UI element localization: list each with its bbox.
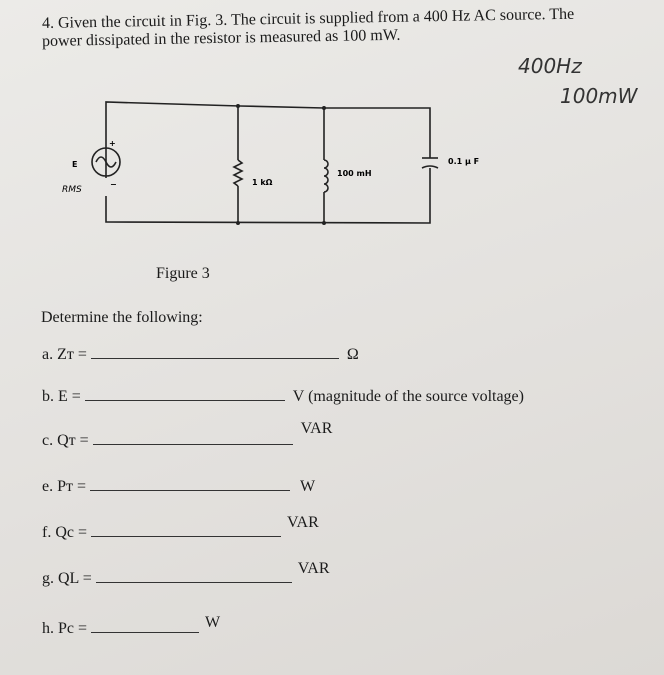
item-a	[42, 346, 359, 364]
answer-blank[interactable]	[90, 478, 290, 491]
item-label: e. Pт =	[42, 478, 87, 495]
item-e	[42, 478, 315, 496]
item-unit: W	[205, 614, 221, 631]
item-b	[42, 388, 524, 406]
answer-blank[interactable]	[93, 432, 293, 445]
item-unit: W	[300, 478, 316, 495]
item-unit: VAR	[300, 420, 333, 437]
handwritten-power: 100mW	[560, 84, 638, 108]
rms-label: RMS	[62, 185, 82, 195]
item-label: a. Zт =	[42, 346, 87, 363]
item-g	[42, 560, 330, 588]
item-label: b. E =	[42, 388, 81, 405]
source-label: E	[72, 160, 78, 169]
inductor-icon	[324, 160, 328, 192]
capacitor-label: 0.1 μ F	[448, 157, 480, 166]
top-wire	[106, 102, 430, 178]
answer-blank[interactable]	[96, 570, 292, 583]
item-unit: VAR	[287, 514, 319, 531]
resistor-label: 1 kΩ	[252, 178, 273, 187]
minus-sign: −	[110, 180, 117, 189]
item-label: f. Qc =	[42, 524, 88, 541]
question-line-2: power dissipated in the resistor is measured as 100 mW.	[41, 26, 401, 50]
answer-blank[interactable]	[91, 346, 339, 359]
bottom-wire	[106, 168, 430, 223]
inductor-label: 100 mH	[337, 169, 372, 178]
item-unit: VAR	[297, 560, 330, 577]
item-h	[42, 614, 221, 638]
answer-blank[interactable]	[91, 524, 281, 537]
question-line-1: 4. Given the circuit in Fig. 3. The circuit is supplied from a 400 Hz AC source. The	[41, 5, 575, 32]
answer-blank[interactable]	[85, 388, 285, 401]
instructions: Determine the following:	[41, 309, 203, 326]
handwritten-frequency: 400Hz	[518, 54, 582, 78]
figure-caption: Figure 3	[156, 265, 210, 282]
item-label: c. Qт =	[42, 432, 89, 449]
item-label: g. QL =	[42, 570, 92, 587]
resistor-icon	[234, 160, 242, 186]
plus-sign: +	[109, 139, 116, 148]
answer-blank[interactable]	[91, 620, 199, 633]
item-f	[42, 514, 319, 542]
item-label: h. Pc =	[42, 620, 88, 637]
item-c	[42, 420, 333, 450]
item-unit: Ω	[346, 346, 359, 363]
item-unit: V (magnitude of the source voltage)	[292, 388, 524, 405]
